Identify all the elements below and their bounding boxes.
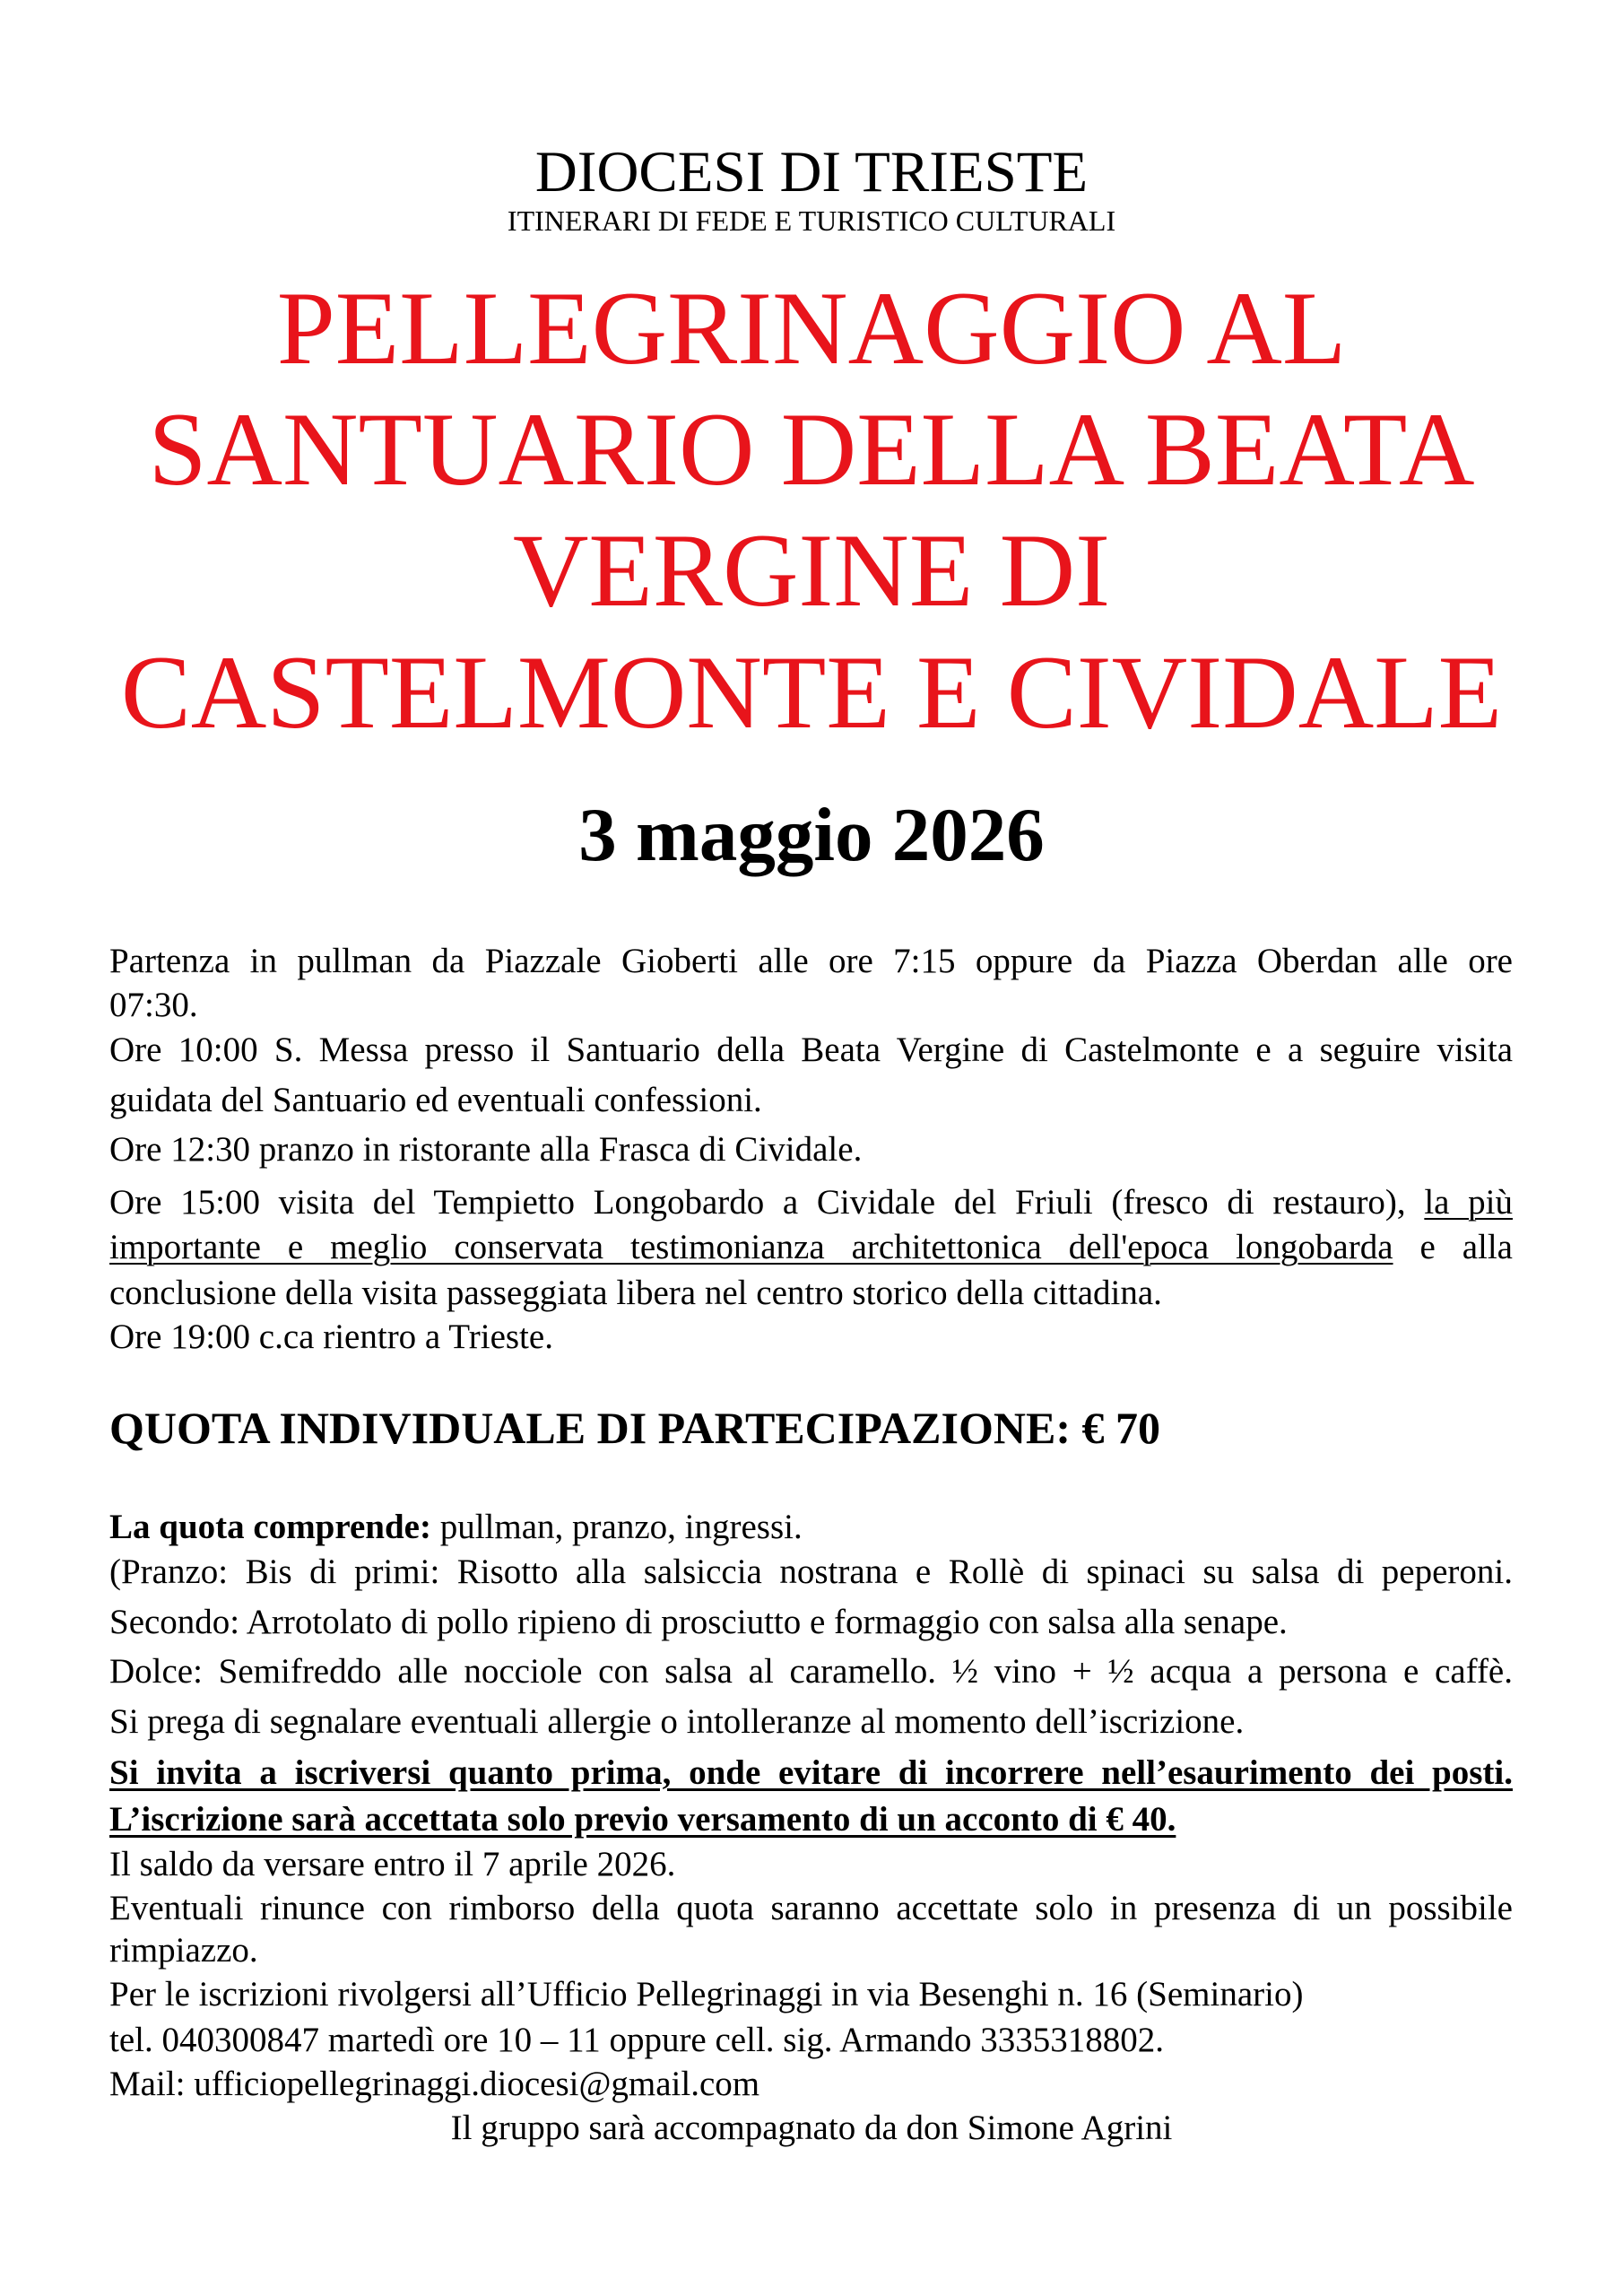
program-line bbox=[109, 1227, 1513, 1267]
event-date: 3 maggio 2026 bbox=[578, 793, 1045, 877]
title-line-3: VERGINE DI bbox=[512, 513, 1111, 629]
refund-note: rimpiazzo. bbox=[109, 1931, 258, 1970]
program-line bbox=[109, 1182, 1513, 1222]
includes-line bbox=[109, 1507, 1513, 1547]
highlight-text: la più bbox=[1424, 1183, 1513, 1222]
title-line-4: CASTELMONTE E CIVIDALE bbox=[120, 635, 1503, 751]
program-line: conclusione della visita passeggiata libera nel centro storico della cittadina. bbox=[109, 1274, 1162, 1312]
deposit-note: L’iscrizione sarà accettata solo previo versamento di un acconto di € 40. bbox=[109, 1800, 1176, 1839]
contact-line: tel. 040300847 martedì ore 10 – 11 oppure cell. sig. Armando 3335318802. bbox=[109, 2021, 1164, 2059]
title-line-2: SANTUARIO DELLA BEATA bbox=[148, 392, 1475, 508]
quota-heading: QUOTA INDIVIDUALE DI PARTECIPAZIONE: € 70 bbox=[109, 1403, 1160, 1453]
program-line: guidata del Santuario ed eventuali confessioni. bbox=[109, 1081, 762, 1119]
program-line: 07:30. bbox=[109, 986, 198, 1024]
mail-line[interactable]: Mail: ufficiopellegrinaggi.diocesi@gmail.com bbox=[109, 2065, 760, 2103]
title-line-1: PELLEGRINAGGIO AL bbox=[276, 271, 1347, 387]
program-line: Ore 10:00 S. Messa presso il Santuario della Beata Vergine di Castelmonte e a seguire visita bbox=[109, 1031, 1513, 1069]
includes-label: La quota comprende: bbox=[109, 1508, 431, 1546]
refund-note: Eventuali rinunce con rimborso della quota saranno accettate solo in presenza di un possibile bbox=[109, 1889, 1513, 1927]
lunch-line: Dolce: Semifreddo alle nocciole con salsa al caramello. ½ vino + ½ acqua a persona e caffè. bbox=[109, 1652, 1513, 1691]
program-line: Ore 19:00 c.ca rientro a Trieste. bbox=[109, 1318, 553, 1356]
invite-note: Si invita a iscriversi quanto prima, onde evitare di incorrere nell’esaurimento dei posti. bbox=[109, 1753, 1513, 1792]
highlight-text: importante e meglio conservata testimonianza architettonica dell'epoca longobarda bbox=[109, 1228, 1393, 1266]
contact-line: Per le iscrizioni rivolgersi all’Ufficio Pellegrinaggi in via Besenghi n. 16 (Seminario) bbox=[109, 1975, 1304, 2013]
program-line: Ore 12:30 pranzo in ristorante alla Frasca di Cividale. bbox=[109, 1130, 863, 1169]
program-text: e alla bbox=[1393, 1228, 1513, 1266]
lunch-line: Secondo: Arrotolato di pollo ripieno di prosciutto e formaggio con salsa alla senape. bbox=[109, 1603, 1288, 1641]
lunch-line: (Pranzo: Bis di primi: Risotto alla salsiccia nostrana e Rollè di spinaci su salsa di peperoni. bbox=[109, 1552, 1513, 1591]
program-text: Ore 15:00 visita del Tempietto Longobardo a Cividale del Friuli (fresco di restauro), bbox=[109, 1183, 1425, 1222]
balance-note: Il saldo da versare entro il 7 aprile 2026. bbox=[109, 1845, 676, 1883]
allergies-note: Si prega di segnalare eventuali allergie o intolleranze al momento dell’iscrizione. bbox=[109, 1702, 1245, 1741]
guide-note: Il gruppo sarà accompagnato da don Simone Agrini bbox=[450, 2109, 1173, 2147]
program-line: Partenza in pullman da Piazzale Gioberti alle ore 7:15 oppure da Piazza Oberdan alle ore bbox=[109, 942, 1513, 980]
includes-text: pullman, pranzo, ingressi. bbox=[430, 1508, 803, 1546]
org-subtitle: ITINERARI DI FEDE E TURISTICO CULTURALI bbox=[507, 204, 1116, 237]
org-name: DIOCESI DI TRIESTE bbox=[534, 140, 1089, 204]
